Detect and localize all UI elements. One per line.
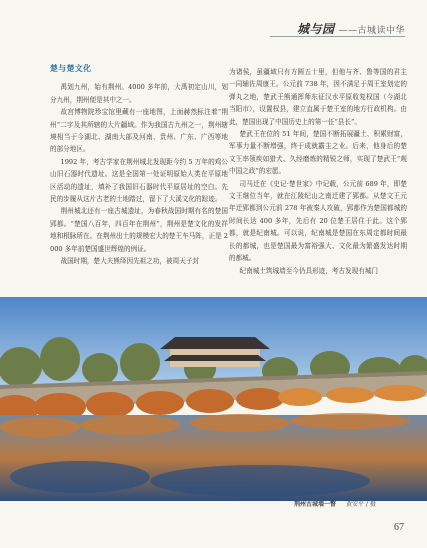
page-number: 67 xyxy=(394,522,404,533)
city-wall-photo xyxy=(0,297,427,501)
photo-caption: 荆州古城墙一瞥 xyxy=(294,501,337,508)
right-column xyxy=(229,66,407,277)
paragraph: 荆州城北还有一座古城遗址，为春秋战国时期有名的楚国郢都。“楚国八百年，四百年在荆州”，荆州是楚文化的发祥地和根脉所在。在荆州出土的规模宏大的楚王车马阵，正是 2000 多年前楚国盛世辉煌的例证。 xyxy=(50,207,228,253)
photo-credit: 黄安平 / 摄 xyxy=(346,501,376,508)
paragraph: 1992 年，考古学家在荆州城北发现距今约 5 万年的鸡公山旧石器时代遗址。这是全国第一处证明原始人类在平原地区活动的遗址，填补了我国旧石器时代平原居址的空白。先民的步履从这片古老的土地踏过，留下了大溪文化的踪迹。 xyxy=(50,157,228,204)
paragraph: 司马迁在《史记·楚世家》中记载，公元前 689 年，即楚文王继位当年，就在江陵纪山之南迁建了郢都。从楚文王元年迁郢都到公元前 278 年被秦人攻破，郢都作为楚国都城的时间长达 400 多年，先后有 20 位楚王居住于此。这个郢都，就是纪南城。可以说，纪南城是楚国在东周定都时间最长的都城，也是楚国最为富裕强大、文化最为繁盛发达时期的都城。 xyxy=(229,179,407,263)
paragraph: 楚武王在位的 51 年间，楚国不断拓展疆土、积累财富，军事力量不断增强，终于成就霸主之业。后来，他身后的楚文王率领疾如猎犬、久经磨炼的精锐之师，实现了楚武王“观中国之政”的宏愿。 xyxy=(229,130,407,176)
paragraph: 故宫博物院珍宝馆里藏有一座地图，上面赫然标注着“荆州”二字及其所辖的大片疆域。作为我国古九州之一，荆州辖境相当于今湖北、湖南大部及河南、贵州、广东、广西等地的部分地区。 xyxy=(50,108,228,154)
section-title: 楚与楚文化 xyxy=(50,64,92,73)
left-column xyxy=(50,63,228,268)
running-header xyxy=(297,20,405,37)
header-subtitle: ——古城读中华 xyxy=(338,26,405,36)
paragraph: 纪南城土筑城墙至今仍具形迹，考古发现有城门 xyxy=(239,266,379,275)
paragraph: 禹划九州，始有荆州。4000 多年前，大禹初定山川，划分九州，荆州便是其中之一。 xyxy=(50,83,228,104)
paragraph: 战国时期，楚大夫熊绎因先祖之功，被周天子封 xyxy=(60,257,200,266)
photo-caption-bar xyxy=(0,497,427,511)
header-rule xyxy=(270,36,405,37)
header-brand: 城与园 xyxy=(296,22,335,36)
paragraph: 为诸侯，虽疆域只有方圆五十里，但他与齐、鲁等国的君主一同辅佐周康王。公元前 738 年，因不满足于周王室划定的弹丸之地，楚武王熊通挥师东征汉水平原收复权国（今湖北当阳市），设置权县，建立直属于楚王室的地方行政机构。由此，楚国出现了中国历史上的第一任“县长”。 xyxy=(229,68,407,126)
